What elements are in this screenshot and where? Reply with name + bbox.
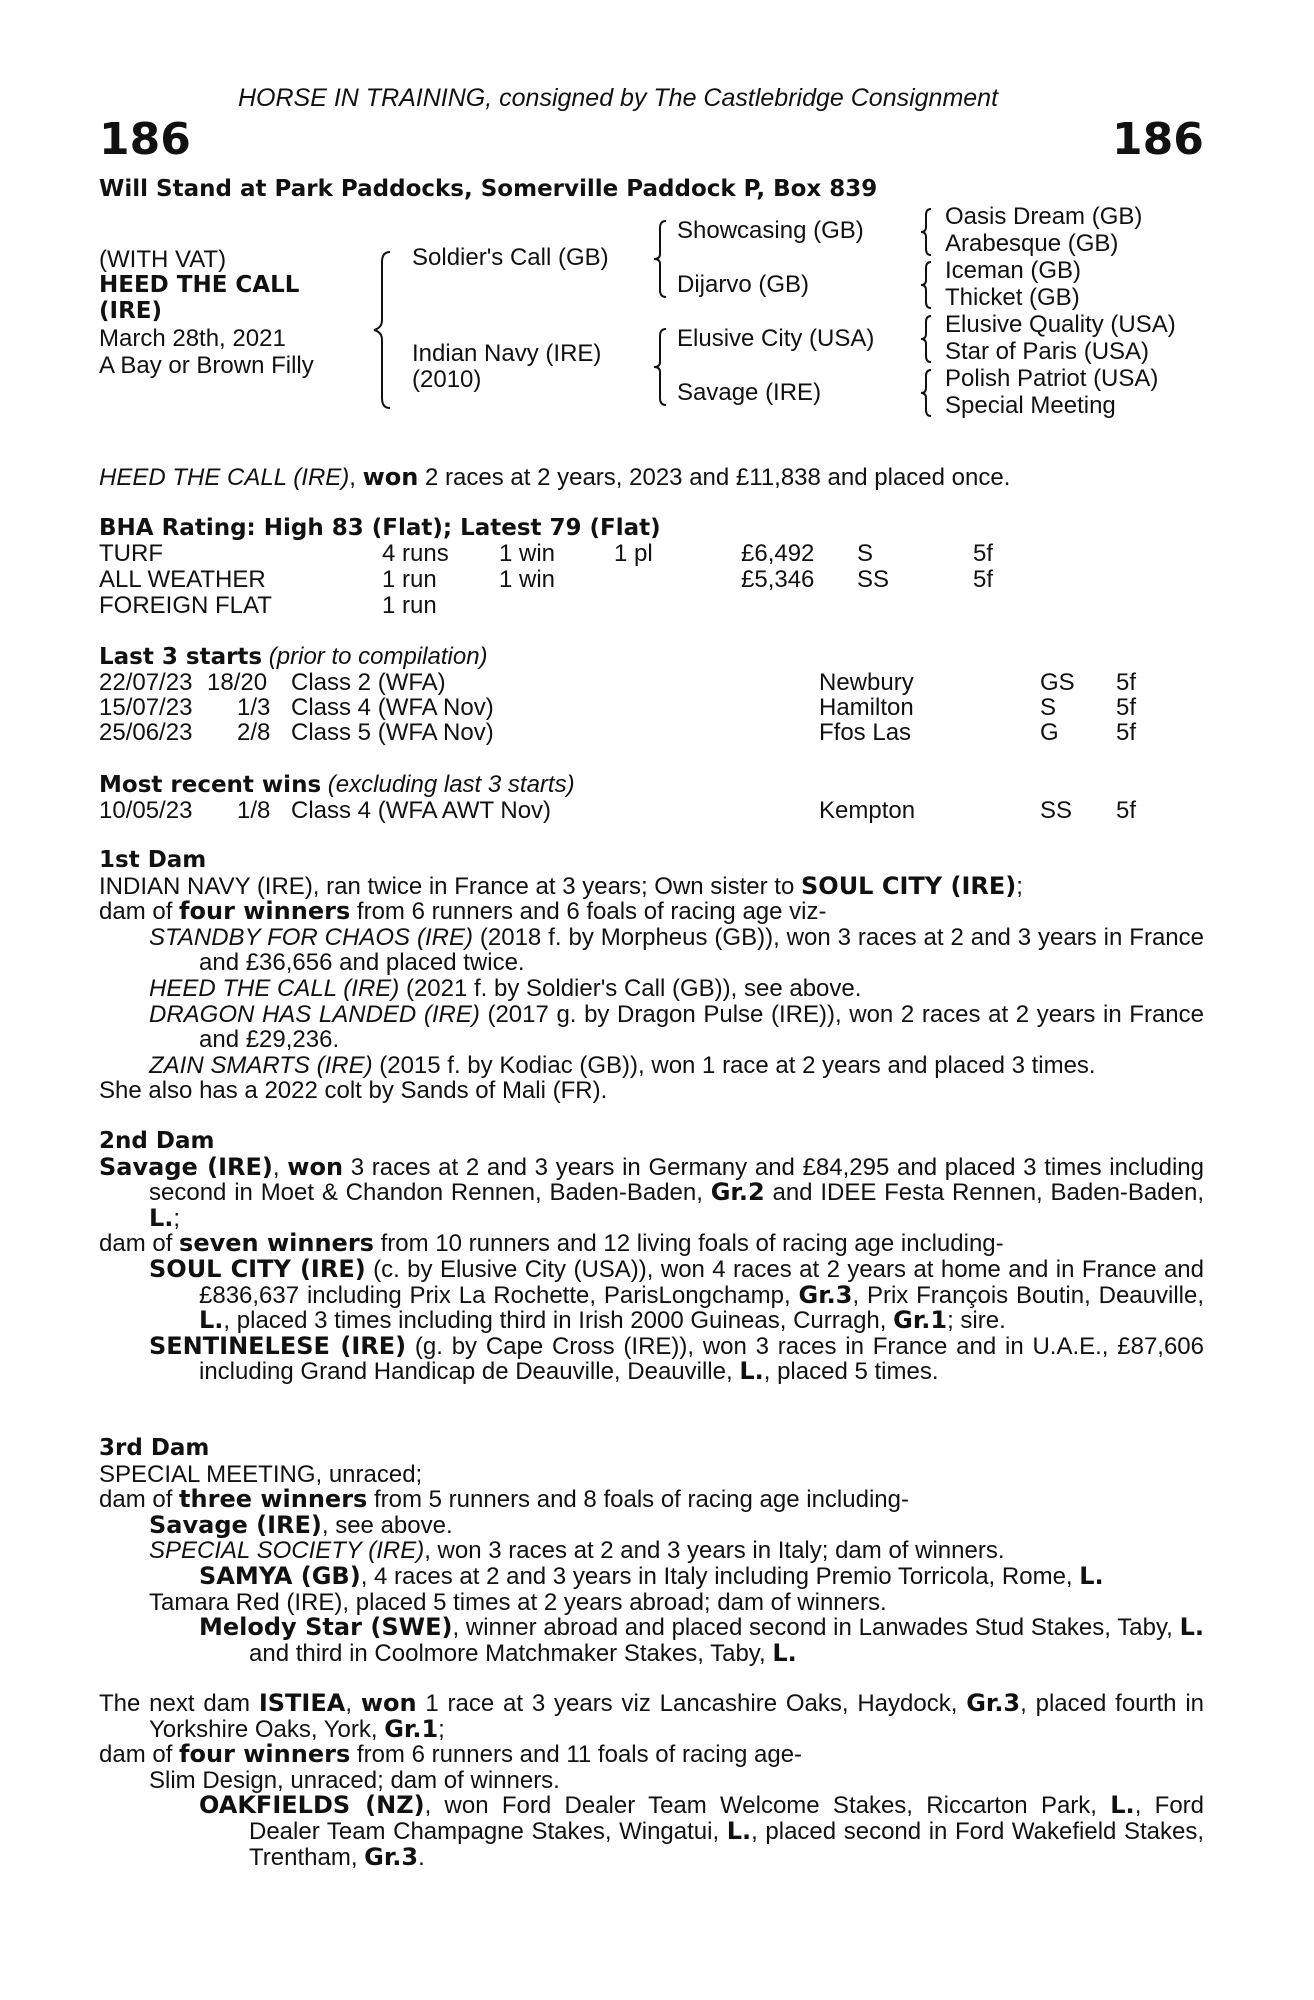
- progeny-name: STANDBY FOR CHAOS (IRE): [149, 923, 473, 951]
- consignment-line: HORSE IN TRAINING, consigned by The Castlebridge Consignment: [238, 84, 999, 112]
- text-span: four winners: [179, 897, 351, 926]
- start-distance: 5f: [1116, 694, 1137, 721]
- text-span: and IDEE Festa Rennen, Baden-Baden,: [764, 1179, 1204, 1207]
- sire-sire: Showcasing (GB): [677, 217, 864, 244]
- progeny-name: Savage (IRE): [149, 1510, 322, 1539]
- last3-note: (prior to compilation): [262, 643, 488, 670]
- start-date: 25/06/23: [99, 719, 193, 746]
- recent-title: Most recent wins: [99, 772, 322, 798]
- vat-note: (WITH VAT): [99, 246, 227, 273]
- win-position: 1/8: [237, 797, 271, 824]
- start-position: 2/8: [237, 719, 271, 746]
- text-span: ;: [438, 1715, 445, 1743]
- text-span: from 10 runners and 12 living foals of racing age including-: [373, 1230, 1004, 1258]
- progeny-item: Tamara Red (IRE), placed 5 times at 2 years abroad; dam of winners.: [149, 1588, 887, 1616]
- text-span: , placed 3 times including third in Irish 2000 Guineas, Curragh,: [223, 1307, 894, 1335]
- text-span: , Prix François Boutin, Deauville,: [852, 1281, 1204, 1309]
- text-span: L.: [1079, 1561, 1104, 1590]
- progeny-name: SOUL CITY (IRE): [149, 1254, 366, 1283]
- start-position: 18/20: [207, 669, 268, 696]
- start-going: GS: [1040, 669, 1075, 696]
- start-class: Class 5 (WFA Nov): [291, 719, 494, 746]
- third-dam-line2: [99, 1487, 1204, 1513]
- text-span: Gr.1: [893, 1306, 948, 1335]
- grand-progeny-item: [199, 1613, 1204, 1667]
- progeny-item: [149, 1051, 1204, 1079]
- text-span: four winners: [179, 1740, 351, 1769]
- progeny-name: Melody Star (SWE): [199, 1613, 453, 1642]
- start-going: S: [1040, 694, 1057, 721]
- first-dam-end: She also has a 2022 colt by Sands of Mali (FR).: [99, 1077, 608, 1105]
- dam: Indian Navy (IRE): [412, 340, 602, 367]
- text-span: and third in Coolmore Matchmaker Stakes, Taby,: [249, 1639, 773, 1667]
- progeny-name: SENTINELESE (IRE): [149, 1331, 407, 1360]
- progeny-detail: (2021 f. by Soldier's Call (GB)), see above.: [399, 974, 862, 1002]
- rating-prize: £5,346: [741, 566, 815, 593]
- text-span: dam of: [99, 898, 180, 926]
- text-span: The next dam: [99, 1690, 259, 1717]
- text-span: L.: [1110, 1791, 1135, 1820]
- text-span: three winners: [179, 1485, 368, 1514]
- pedigree-brace-dam: [650, 326, 670, 408]
- sire: Soldier's Call (GB): [412, 244, 609, 271]
- recent-note: (excluding last 3 starts): [321, 771, 575, 798]
- progeny-item: [99, 1510, 1204, 1539]
- text-span: , won 3 races at 2 and 3 years in Italy; dam of winners.: [424, 1537, 1005, 1565]
- horse-name: HEED THE CALL: [99, 272, 300, 298]
- text-span: 3 races at 2 and 3 years in Germany and £84,295 and placed 3 times including second in Moet & Chandon Rennen, Baden-Baden,: [149, 1153, 1204, 1207]
- stand-location: Will Stand at Park Paddocks, Somerville Paddock P, Box 839: [99, 176, 878, 202]
- second-dam-record: [99, 1152, 1204, 1232]
- horse-description: A Bay or Brown Filly: [99, 352, 314, 379]
- progeny-item: [149, 1331, 1204, 1386]
- text-span: won: [287, 1152, 344, 1181]
- ancestor-ddd: Special Meeting: [945, 392, 1116, 419]
- recent-heading: [99, 772, 575, 799]
- grand-progeny-item: [199, 1791, 1205, 1871]
- text-span: , placed second in Ford Wakefield Stakes, Trentham,: [249, 1817, 1205, 1871]
- text-span: seven winners: [179, 1229, 374, 1258]
- rating-wins: 1 win: [499, 566, 556, 593]
- text-span: dam of: [99, 1230, 180, 1258]
- pedigree-brace-g3-4: [918, 367, 934, 419]
- third-dam-title: 3rd Dam: [99, 1435, 210, 1461]
- ancestor-sdd: Thicket (GB): [945, 284, 1080, 311]
- progeny-list: [99, 925, 1204, 1079]
- text-span: L.: [726, 1816, 752, 1845]
- ancestor-ssd: Arabesque (GB): [945, 230, 1119, 257]
- text-span: ,: [345, 1690, 361, 1717]
- sire-dam: Dijarvo (GB): [677, 271, 810, 298]
- text-span: .: [418, 1843, 425, 1871]
- text-span: , placed 5 times.: [763, 1358, 939, 1386]
- start-class: Class 2 (WFA): [291, 669, 446, 696]
- rating-runs: 4 runs: [382, 540, 449, 567]
- next-dam-line2: [99, 1742, 1204, 1768]
- progeny-item: Slim Design, unraced; dam of winners.: [149, 1766, 560, 1794]
- win-class: Class 4 (WFA AWT Nov): [291, 797, 552, 824]
- win-course: Kempton: [819, 797, 916, 824]
- text-span: Gr.3: [364, 1842, 419, 1871]
- dam-sire: Elusive City (USA): [677, 325, 875, 352]
- text-span: Savage (IRE): [99, 1152, 273, 1181]
- text-span: , 4 races at 2 and 3 years in Italy including Premio Torricola, Rome,: [360, 1562, 1080, 1590]
- text-span: L.: [1179, 1613, 1204, 1642]
- second-dam-section: [99, 1129, 1204, 1385]
- text-span: ISTIEA: [258, 1689, 346, 1717]
- rating-placed: 1 pl: [614, 540, 653, 567]
- rating-surface: TURF: [99, 540, 163, 567]
- text-span: , Ford Dealer Team Champagne Stakes, Wingatui,: [249, 1792, 1205, 1845]
- progeny-detail: (2015 f. by Kodiac (GB)), won 1 race at 2 years and placed 3 times.: [372, 1051, 1096, 1079]
- start-distance: 5f: [1116, 669, 1137, 696]
- lot-number-left: 186: [99, 114, 191, 165]
- ancestor-dss: Elusive Quality (USA): [945, 311, 1176, 338]
- dam-dam: Savage (IRE): [677, 379, 822, 406]
- second-dam-line2: [99, 1231, 1204, 1257]
- second-dam-title: 2nd Dam: [99, 1128, 215, 1154]
- text-span: , placed fourth in Yorkshire Oaks, York,: [149, 1690, 1205, 1743]
- dam-year: (2010): [412, 366, 482, 393]
- rating-runs: 1 run: [382, 566, 437, 593]
- text-span: Gr.1: [384, 1714, 439, 1743]
- pedigree-brace-g3-2: [918, 259, 934, 311]
- ancestor-sds: Iceman (GB): [945, 257, 1082, 284]
- first-dam-line2: [99, 899, 1204, 925]
- start-course: Newbury: [819, 669, 914, 696]
- text-span: L.: [739, 1357, 764, 1386]
- rating-runs: 1 run: [382, 592, 437, 619]
- progeny-name: SAMYA (GB): [199, 1561, 361, 1590]
- text-span: won: [360, 1689, 417, 1717]
- text-span: , winner abroad and placed second in Lanwades Stud Stakes, Taby,: [452, 1614, 1180, 1642]
- win-date: 10/05/23: [99, 797, 193, 824]
- last3-title: Last 3 starts: [99, 644, 263, 670]
- text-span: (c. by Elusive City (USA)), won 4 races at 2 years at home and in France and £836,637 including Prix La Rochette, ParisLongchamp,: [199, 1255, 1204, 1309]
- progeny-item: [149, 1000, 1204, 1054]
- start-course: Hamilton: [819, 694, 914, 721]
- pedigree-brace-g3-1: [918, 206, 934, 258]
- text-span: 1 race at 3 years viz Lancashire Oaks, Haydock,: [416, 1690, 967, 1717]
- rating-surface: FOREIGN FLAT: [99, 592, 272, 619]
- progeny-item: [99, 1538, 1204, 1564]
- rating-title: BHA Rating: High 83 (Flat); Latest 79 (Flat): [99, 515, 661, 541]
- first-dam-section: [99, 848, 1204, 1104]
- text-span: from 6 runners and 6 foals of racing age viz-: [350, 898, 827, 926]
- text-span: ;: [1016, 872, 1023, 900]
- start-course: Ffos Las: [819, 719, 912, 746]
- text-span: dam of: [99, 1486, 180, 1514]
- text-span: , won Ford Dealer Team Welcome Stakes, Riccarton Park,: [424, 1792, 1111, 1820]
- text-span: from 5 runners and 8 foals of racing age including-: [367, 1486, 909, 1514]
- grand-progeny-item: [99, 1561, 1204, 1590]
- text-span: dam of: [99, 1741, 180, 1769]
- text-span: L.: [199, 1306, 224, 1335]
- text-span: L.: [772, 1638, 797, 1667]
- progeny-name: DRAGON HAS LANDED (IRE): [149, 1000, 480, 1028]
- start-distance: 5f: [1116, 719, 1137, 746]
- start-date: 22/07/23: [99, 669, 193, 696]
- text-span: ,: [272, 1153, 288, 1181]
- grand-progeny-list: [99, 1793, 1204, 1870]
- win-going: SS: [1040, 797, 1073, 824]
- rating-distance: 5f: [973, 566, 994, 593]
- progeny-name: OAKFIELDS (NZ): [199, 1791, 425, 1820]
- text-span: Gr.2: [710, 1178, 765, 1207]
- ancestor-sss: Oasis Dream (GB): [945, 203, 1143, 230]
- first-dam-title: 1st Dam: [99, 847, 207, 873]
- rating-wins: 1 win: [499, 540, 556, 567]
- summary-name: HEED THE CALL (IRE): [99, 464, 350, 491]
- third-dam-section: [99, 1436, 1204, 1666]
- start-going: G: [1040, 719, 1059, 746]
- next-dam-record: [99, 1689, 1205, 1743]
- progeny-item: [149, 974, 1204, 1002]
- pedigree-brace-main: [370, 248, 394, 412]
- text-span: L.: [149, 1203, 174, 1232]
- progeny-detail: (2017 g. by Dragon Pulse (IRE)), won 2 races at 2 years in France and £29,236.: [199, 1000, 1204, 1054]
- text-span: (g. by Cape Cross (IRE)), won 3 races in France and in U.A.E., £87,606 including Grand Handicap de Deauville, Deauville,: [199, 1332, 1204, 1386]
- lot-number-right: 186: [1112, 114, 1204, 165]
- progeny-name: SPECIAL SOCIETY (IRE): [149, 1537, 425, 1565]
- text-span: ; sire.: [947, 1307, 1006, 1335]
- text-span: from 6 runners and 11 foals of racing age-: [350, 1741, 803, 1769]
- text-span: Gr.3: [798, 1280, 853, 1309]
- next-dam-section: [99, 1691, 1204, 1870]
- text-span: ;: [173, 1204, 181, 1232]
- ancestor-dds: Polish Patriot (USA): [945, 365, 1159, 392]
- pedigree-brace-sire: [650, 218, 670, 300]
- rating-surface: ALL WEATHER: [99, 566, 266, 593]
- first-dam-line1: [99, 871, 1204, 900]
- win-distance: 5f: [1116, 797, 1137, 824]
- text-span: , see above.: [321, 1511, 453, 1539]
- rating-distance: 5f: [973, 540, 994, 567]
- rating-prize: £6,492: [741, 540, 815, 567]
- summary-won: won: [362, 463, 419, 491]
- pedigree-brace-g3-3: [918, 313, 934, 365]
- progeny-name: ZAIN SMARTS (IRE): [149, 1051, 373, 1079]
- rating-going: S: [857, 540, 874, 567]
- ancestor-dsd: Star of Paris (USA): [945, 338, 1150, 365]
- progeny-name: HEED THE CALL (IRE): [149, 974, 400, 1002]
- text-span: INDIAN NAVY (IRE), ran twice in France at 3 years; Own sister to: [99, 872, 801, 900]
- race-summary: [99, 465, 1010, 491]
- text-span: Gr.3: [966, 1689, 1021, 1717]
- horse-dob: March 28th, 2021: [99, 325, 286, 352]
- progeny-detail: (2018 f. by Morpheus (GB)), won 3 races at 2 and 3 years in France and £36,656 and placed twice.: [199, 923, 1204, 977]
- rating-going: SS: [857, 566, 890, 593]
- start-position: 1/3: [237, 694, 271, 721]
- third-dam-line1: SPECIAL MEETING, unraced;: [99, 1460, 423, 1488]
- horse-country: (IRE): [99, 298, 163, 324]
- summary-rest: 2 races at 2 years, 2023 and £11,838 and placed once.: [418, 464, 1011, 491]
- progeny-list: [99, 1254, 1204, 1386]
- progeny-item: [149, 1254, 1204, 1335]
- last3-heading: [99, 644, 488, 671]
- progeny-item: [149, 923, 1204, 977]
- text-span: SOUL CITY (IRE): [801, 871, 1017, 900]
- grand-progeny-list: [99, 1615, 1204, 1666]
- start-date: 15/07/23: [99, 694, 193, 721]
- summary-sep: ,: [349, 464, 363, 491]
- start-class: Class 4 (WFA Nov): [291, 694, 494, 721]
